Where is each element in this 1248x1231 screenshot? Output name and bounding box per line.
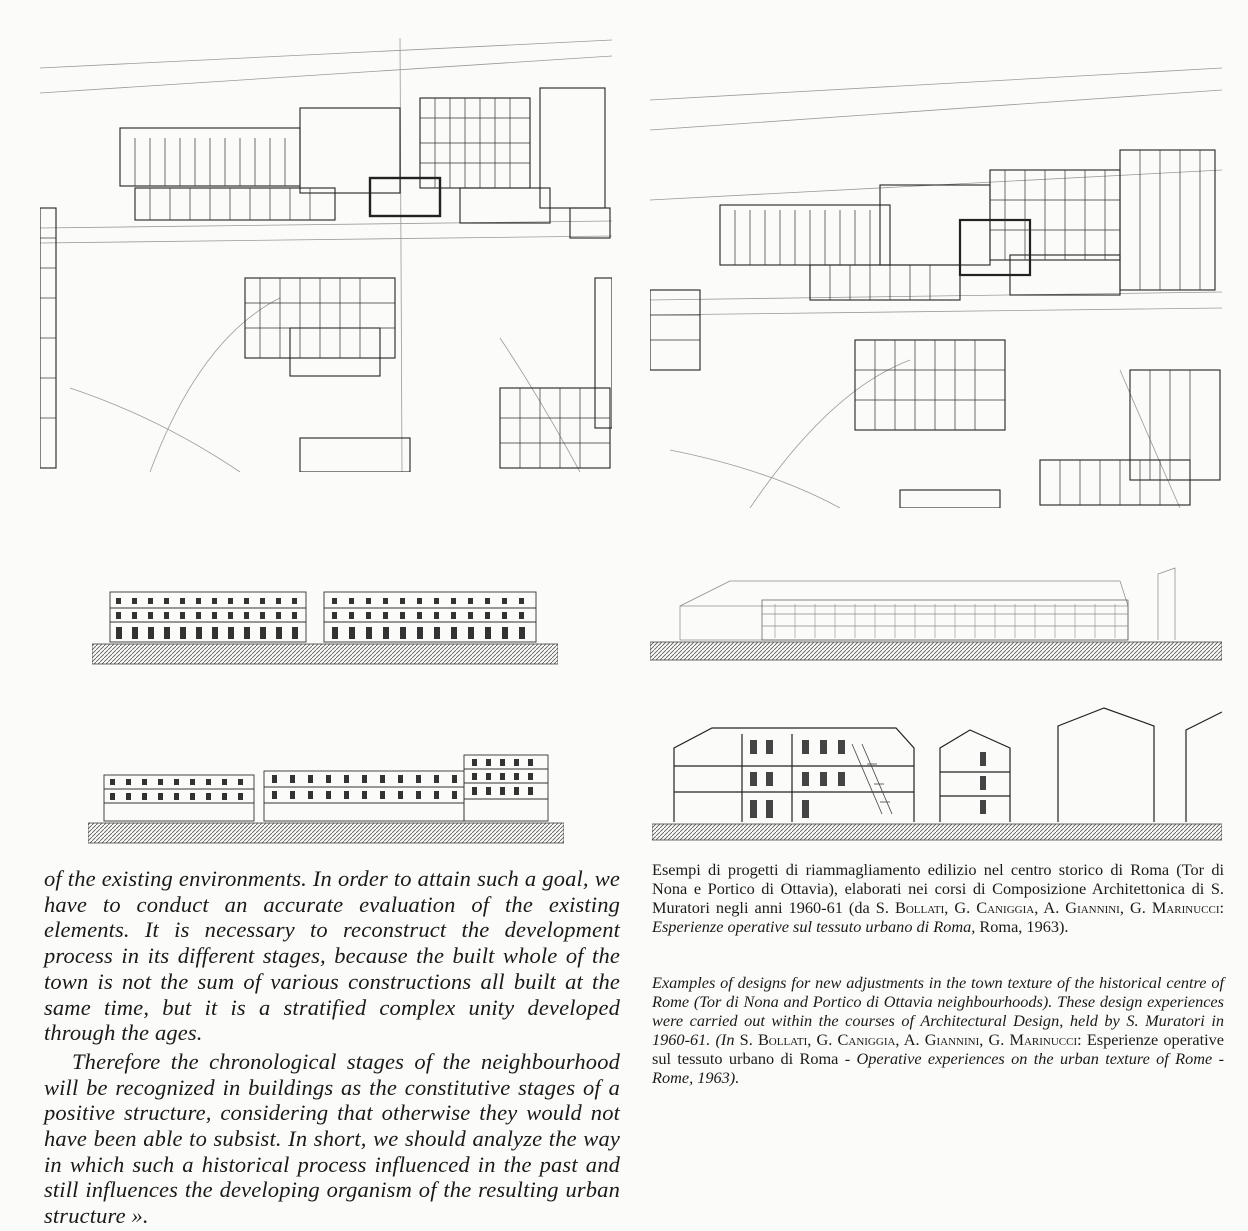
elevation-existing-drawing xyxy=(92,578,558,668)
section-project xyxy=(652,704,1222,844)
body-paragraph-1: of the existing environments. In order to attain such a goal, we have to conduct an accurate evaluation of the existing elements. It is necessary to reconstruct the development process in its different stages, because the built whole of the town is not the sum of various constructions all built at the same time, but it is a stratified complex unity developed through the ages. xyxy=(44,866,620,1046)
caption-it-end: Roma, 1963). xyxy=(979,917,1069,936)
caption-italian xyxy=(652,860,1224,936)
plan-project xyxy=(650,60,1222,508)
caption-en-title-it: Esperienze operative sul tessuto urbano di Roma xyxy=(652,1030,1224,1068)
plan-existing-drawing xyxy=(40,38,612,472)
caption-it-main: Esempi di progetti di riammagliamento edilizio nel centro storico di Roma (Tor di Nona e Portico di Ottavia), elaborati nei corsi di Composizione Architettonica di S. Muratori negli anni 1960-61 (da xyxy=(652,860,1224,917)
caption-it-authors: S. Bollati, G. Caniggia, A. Giannini, G. Marinucci: xyxy=(875,898,1225,917)
body-text xyxy=(44,866,620,1229)
plan-project-drawing xyxy=(650,60,1222,508)
elevation-project xyxy=(650,566,1222,662)
caption-en-authors: S. Bollati, G. Caniggia, A. Giannini, G. Marinucci: xyxy=(739,1030,1082,1049)
elevation-existing xyxy=(92,578,558,668)
plan-existing xyxy=(40,38,612,472)
caption-en-separator: - xyxy=(844,1049,851,1068)
elevation-existing-2 xyxy=(88,745,564,845)
elevation-existing-2-drawing xyxy=(88,745,564,845)
section-project-drawing xyxy=(652,704,1222,844)
caption-en-main: Examples of designs for new adjustments in the town texture of the historical centre of Rome (Tor di Nona and Portico di Ottavia neighbourhoods). These design experiences were carried out within the courses of Architectural Design, held by S. Muratori in 1960-61. (In xyxy=(652,973,1224,1049)
caption-english xyxy=(652,973,1224,1087)
elevation-project-drawing xyxy=(650,566,1222,662)
caption-it-title: Esperienze operative sul tessuto urbano di Roma, xyxy=(652,917,976,936)
body-paragraph-2: Therefore the chronological stages of the neighbourhood will be recognized in buildings as the constitutive stages of a positive structure, considering that otherwise they would not have been able to subsist. In short, we should analyze the way in which such a historical process influenced in the past and still influences the developing organism of the resulting urban structure ». xyxy=(44,1048,620,1229)
caption-en-title-en: Operative experiences on the urban texture of Rome - Rome, 1963). xyxy=(652,1049,1224,1087)
